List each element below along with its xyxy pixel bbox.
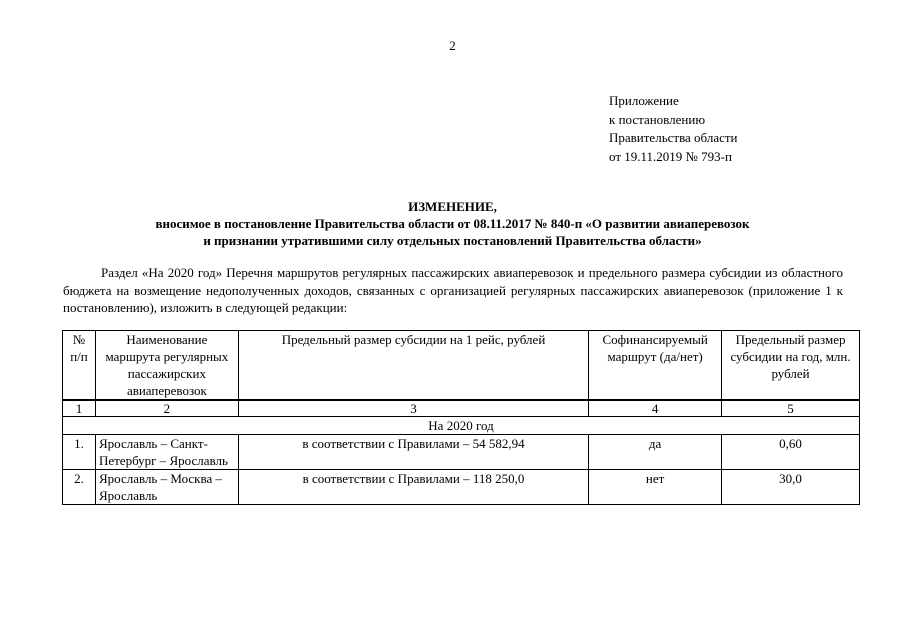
title-heading: ИЗМЕНЕНИЕ, [408,199,497,214]
table-row [63,435,860,470]
row-num: 2. [63,470,96,505]
column-number: 5 [722,400,860,417]
row-subsidy: в соответствии с Правилами – 54 582,94 [238,435,588,470]
row-annual: 30,0 [722,470,860,505]
appendix-block [609,92,738,166]
appendix-line: Приложение [609,93,679,108]
column-number: 4 [589,400,722,417]
row-route: Ярославль – Москва – Ярославль [95,470,238,505]
row-route: Ярославль – Санкт-Петербург – Ярославль [95,435,238,470]
title-line: и признании утратившими силу отдельных постановлений Правительства области» [203,233,702,248]
header-route: Наименование маршрута регулярных пассажирских авиаперевозок [95,331,238,401]
row-num: 1. [63,435,96,470]
row-cofinanced: да [589,435,722,470]
header-num: № п/п [63,331,96,401]
paragraph-text: Раздел «На 2020 год» Перечня маршрутов регулярных пассажирских авиаперевозок и предельного размера субсидии из областного бюджета на возмещение недополученных доходов, связанных с организацией регулярных пассажирских авиаперевозок (приложение 1 к постановлению), изложить в следующей редакции: [63,265,843,315]
column-number: 3 [238,400,588,417]
row-cofinanced: нет [589,470,722,505]
appendix-date-line: от 19.11.2019 № 793-п [609,148,732,164]
section-title: На 2020 год [63,417,860,435]
header-annual-limit: Предельный размер субсидии на год, млн. рублей [722,331,860,401]
section-row [63,417,860,435]
page-number: 2 [449,38,456,53]
appendix-line: к постановлению [609,111,706,127]
table-row [63,470,860,505]
column-number: 1 [63,400,96,417]
title-line: вносимое в постановление Правительства области от 08.11.2017 № 840-п «О развитии авиаперевозок [155,216,750,231]
column-number-row [63,400,860,417]
document-title [0,198,905,249]
column-number: 2 [95,400,238,417]
routes-table [62,330,860,505]
body-paragraph [63,264,843,317]
header-cofinanced: Софинансируемый маршрут (да/нет) [589,331,722,401]
row-subsidy: в соответствии с Правилами – 118 250,0 [238,470,588,505]
row-annual: 0,60 [722,435,860,470]
table-header-row [63,331,860,401]
appendix-line: Правительства области [609,130,738,145]
header-subsidy-per-flight: Предельный размер субсидии на 1 рейс, рублей [238,331,588,401]
